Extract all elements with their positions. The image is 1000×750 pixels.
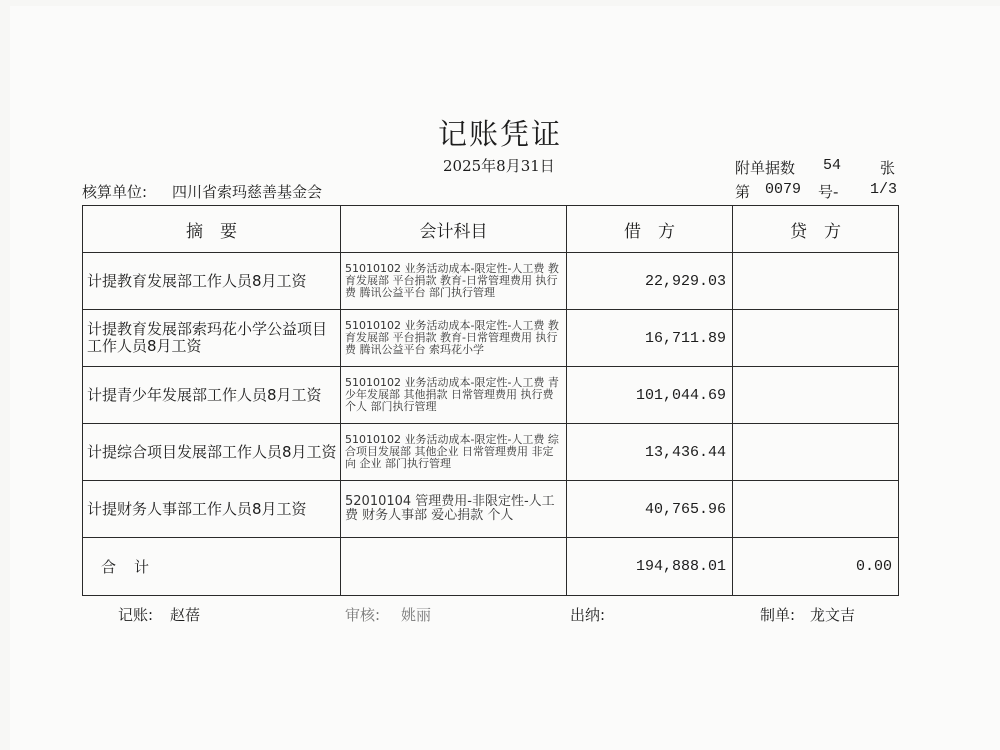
row-credit xyxy=(733,310,899,367)
row-debit: 101,044.69 xyxy=(567,367,733,424)
row-debit: 22,929.03 xyxy=(567,253,733,310)
reviewer-label: 审核: xyxy=(345,606,381,624)
bookkeeper-label: 记账: xyxy=(118,606,154,624)
row-summary: 计提财务人事部工作人员8月工资 xyxy=(83,481,341,538)
unit-label: 核算单位: xyxy=(82,183,148,201)
row-account: 51010102 业务活动成本-限定性-人工费 综合项目发展部 其他企业 日常管理费用 非定向 企业 部门执行管理 xyxy=(341,424,567,481)
row-summary: 计提教育发展部索玛花小学公益项目工作人员8月工资 xyxy=(83,310,341,367)
row-debit: 40,765.96 xyxy=(567,481,733,538)
preparer-label: 制单: xyxy=(760,606,796,624)
table-row xyxy=(83,310,899,367)
unit-name: 四川省索玛慈善基金会 xyxy=(172,183,323,201)
row-account: 51010102 业务活动成本-限定性-人工费 教育发展部 平台捐款 教育-日常管理费用 执行费 腾讯公益平台 索玛花小学 xyxy=(341,310,567,367)
voucher-no-prefix: 第 xyxy=(735,183,751,201)
row-credit xyxy=(733,253,899,310)
total-credit: 0.00 xyxy=(733,538,899,596)
total-account-blank xyxy=(341,538,567,596)
row-account: 52010104 管理费用-非限定性-人工费 财务人事部 爱心捐款 个人 xyxy=(341,481,567,538)
row-summary: 计提青少年发展部工作人员8月工资 xyxy=(83,367,341,424)
row-debit: 13,436.44 xyxy=(567,424,733,481)
row-summary: 计提教育发展部工作人员8月工资 xyxy=(83,253,341,310)
header-summary: 摘 要 xyxy=(83,206,341,253)
bookkeeper-name: 赵蓓 xyxy=(170,606,201,624)
table-header-row xyxy=(83,206,899,253)
row-account: 51010102 业务活动成本-限定性-人工费 教育发展部 平台捐款 教育-日常管理费用 执行费 腾讯公益平台 部门执行管理 xyxy=(341,253,567,310)
preparer-name: 龙文吉 xyxy=(810,606,856,624)
voucher-page: 1/3 xyxy=(870,181,898,198)
row-credit xyxy=(733,424,899,481)
row-account: 51010102 业务活动成本-限定性-人工费 青少年发展部 其他捐款 日常管理费用 执行费 个人 部门执行管理 xyxy=(341,367,567,424)
cashier-label: 出纳: xyxy=(570,606,606,624)
row-debit: 16,711.89 xyxy=(567,310,733,367)
reviewer-name: 姚丽 xyxy=(401,606,432,624)
voucher-title: 记账凭证 xyxy=(437,117,562,151)
total-label: 合计 xyxy=(83,538,341,596)
row-credit xyxy=(733,367,899,424)
table-row xyxy=(83,481,899,538)
table-row xyxy=(83,367,899,424)
voucher-no-suffix: 号- xyxy=(818,183,839,201)
voucher-table xyxy=(82,205,899,596)
table-row xyxy=(83,253,899,310)
header-account: 会计科目 xyxy=(341,206,567,253)
header-credit: 贷 方 xyxy=(733,206,899,253)
header-debit: 借 方 xyxy=(567,206,733,253)
voucher-no-number: 0079 xyxy=(765,181,802,198)
total-debit: 194,888.01 xyxy=(567,538,733,596)
table-row xyxy=(83,424,899,481)
voucher-date: 2025年8月31日 xyxy=(443,157,555,175)
attachments-label: 附单据数 xyxy=(735,159,796,177)
attachments-count: 54 xyxy=(823,157,842,174)
total-row xyxy=(83,538,899,596)
attachments-unit: 张 xyxy=(880,159,896,177)
row-summary: 计提综合项目发展部工作人员8月工资 xyxy=(83,424,341,481)
row-credit xyxy=(733,481,899,538)
